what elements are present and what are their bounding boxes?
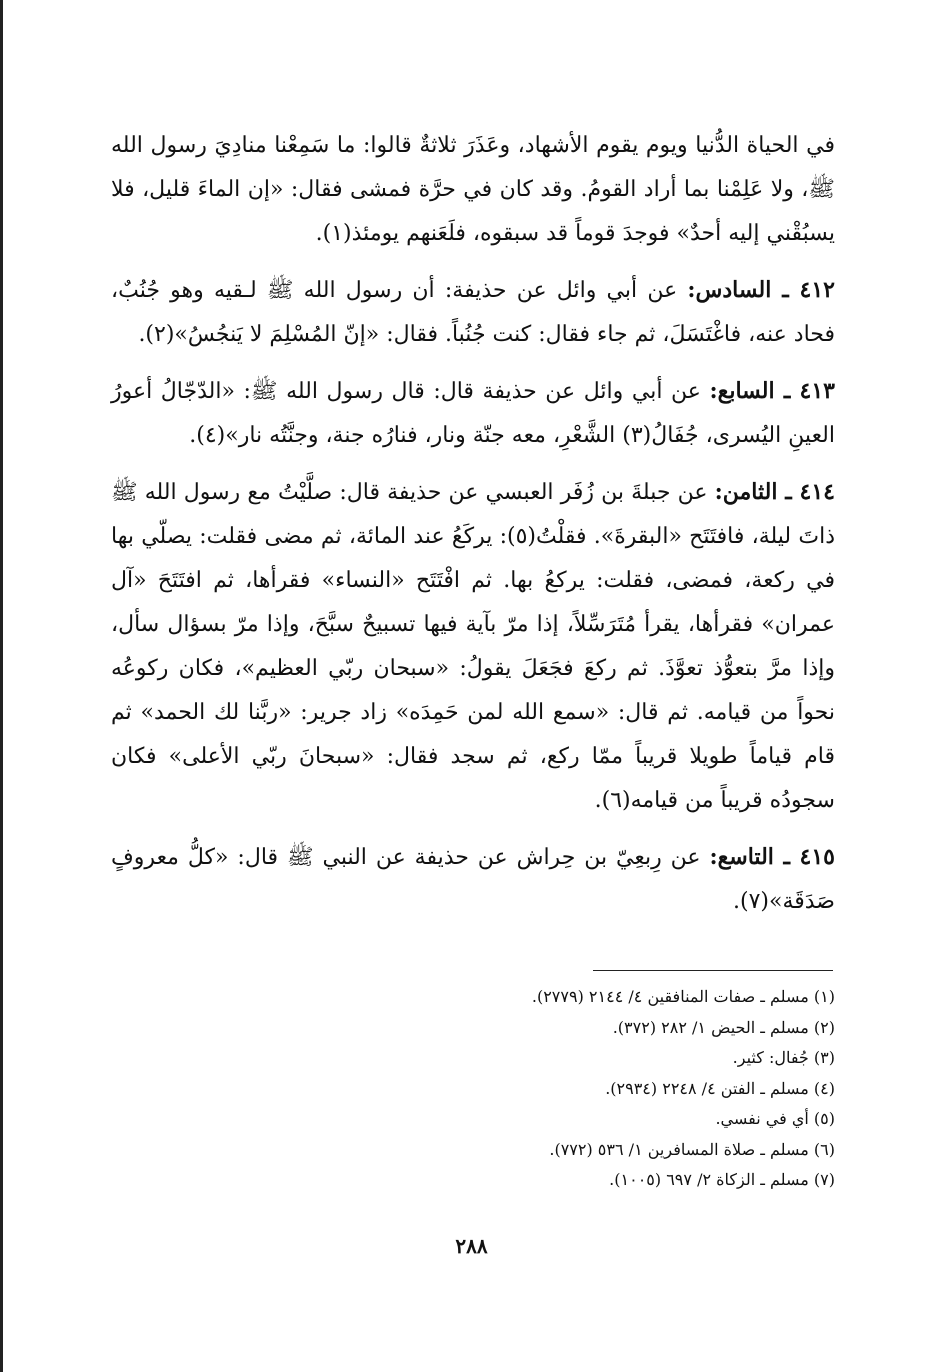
main-text: [111, 124, 835, 936]
paragraph-continuation: [111, 124, 835, 256]
hadith-414: [111, 470, 835, 823]
hadith-text: عن رِبعِيّ بن حِراش عن حذيفة عن النبي ﷺ قال: «كلُّ معروفٍ صَدَقَة»(٧).: [111, 845, 835, 914]
footnote-4: (٤) مسلم ـ الفتن ٤/ ٢٢٤٨ (٢٩٣٤).: [605, 1078, 835, 1098]
paragraph-text: في الحياة الدُّنيا ويوم يقوم الأشهاد، وعَذَرَ ثلاثةٌ قالوا: ما سَمِعْنا منادِيَ رسول الله ﷺ، ولا عَلِمْنا بما أراد القومُ. وقد كان في حرَّة فمشى فقال: «إن الماءَ قليل، فلا يسبُقْني إليه أحدٌ» فوجدَ قوماً قد سبقوه، فلَعَنهم يومئذ(١).: [111, 133, 835, 246]
footnote-5: (٥) أي في نفسي.: [715, 1109, 835, 1128]
hadith-heading: ٤١٢ ـ السادس:: [687, 277, 835, 303]
hadith-text: عن أبي وائل عن حذيفة قال: قال رسول الله ﷺ: «الدّجّالُ أعورُ العينِ اليُسرى، جُفَالُ(٣) الشَّعْرِ، معه جنّة ونار، فنارُه جنة، وجنَّتُه نار»(٤).: [111, 379, 835, 448]
footnote-divider: [593, 970, 833, 971]
footnote-6: (٦) مسلم ـ صلاة المسافرين ١/ ٥٣٦ (٧٧٢).: [549, 1139, 835, 1159]
page-number: ٢٨٨: [455, 1234, 488, 1258]
footnote-7: (٧) مسلم ـ الزكاة ٢/ ٦٩٧ (١٠٠٥).: [609, 1170, 835, 1189]
footnote-3: (٣) جُفال: كثير.: [732, 1048, 835, 1067]
hadith-text: عن أبي وائل عن حذيفة: أن رسول الله ﷺ لـقيه وهو جُنُبٌ، فحاد عنه، فاغْتَسَلَ، ثم جاء فقال: كنت جُنُباً. فقال: «إنّ المُسْلِمَ لا يَنجُسُ»(٢).: [111, 278, 835, 347]
hadith-heading: ٤١٣ ـ السابع:: [709, 378, 835, 404]
hadith-heading: ٤١٥ ـ التاسع:: [709, 844, 835, 870]
hadith-415: [111, 835, 835, 924]
hadith-412: [111, 268, 835, 357]
hadith-413: [111, 369, 835, 458]
hadith-heading: ٤١٤ ـ الثامن:: [714, 479, 835, 505]
footnote-1: (١) مسلم ـ صفات المنافقين ٤/ ٢١٤٤ (٢٧٧٩).: [531, 987, 835, 1006]
footnotes: [111, 982, 835, 1196]
footnote-2: (٢) مسلم ـ الحيض ١/ ٢٨٢ (٣٧٢).: [612, 1017, 835, 1037]
hadith-text: عن جبلةَ بن زُفَر العبسي عن حذيفة قال: صلَّيْتُ مع رسول الله ﷺ ذاتَ ليلة، فافتَتَح «البقرةَ». فقلْتُ(٥): يركَعُ عند المائة، ثم مضى فقلت: يصلّي بها في ركعة، فمضى، فقلت: يركعُ بها. ثم افْتَتَح «النساء» فقرأها، ثم افتَتَحَ «آل عمران» فقرأها، يقرأ مُتَرَسِّلاً، إذا مرّ بآية فيها تسبيحٌ سبَّحَ، وإذا مرّ بسؤال سأل، وإذا مرَّ بتعوُّذ تعوَّذَ. ثم ركعَ فجَعَلَ يقولُ: «سبحان ربّي العظيم»، فكان ركوعُه نحواً من قيامه. ثم قال: «سمع الله لمن حَمِدَه» زاد جرير: «ربَّنا لك الحمد» ثم قام قياماً طويلا قريباً ممّا ركع، ثم سجد فقال: «سبحانَ ربّي الأعلى» فكان سجودُه قريباً من قيامه(٦).: [111, 480, 835, 813]
